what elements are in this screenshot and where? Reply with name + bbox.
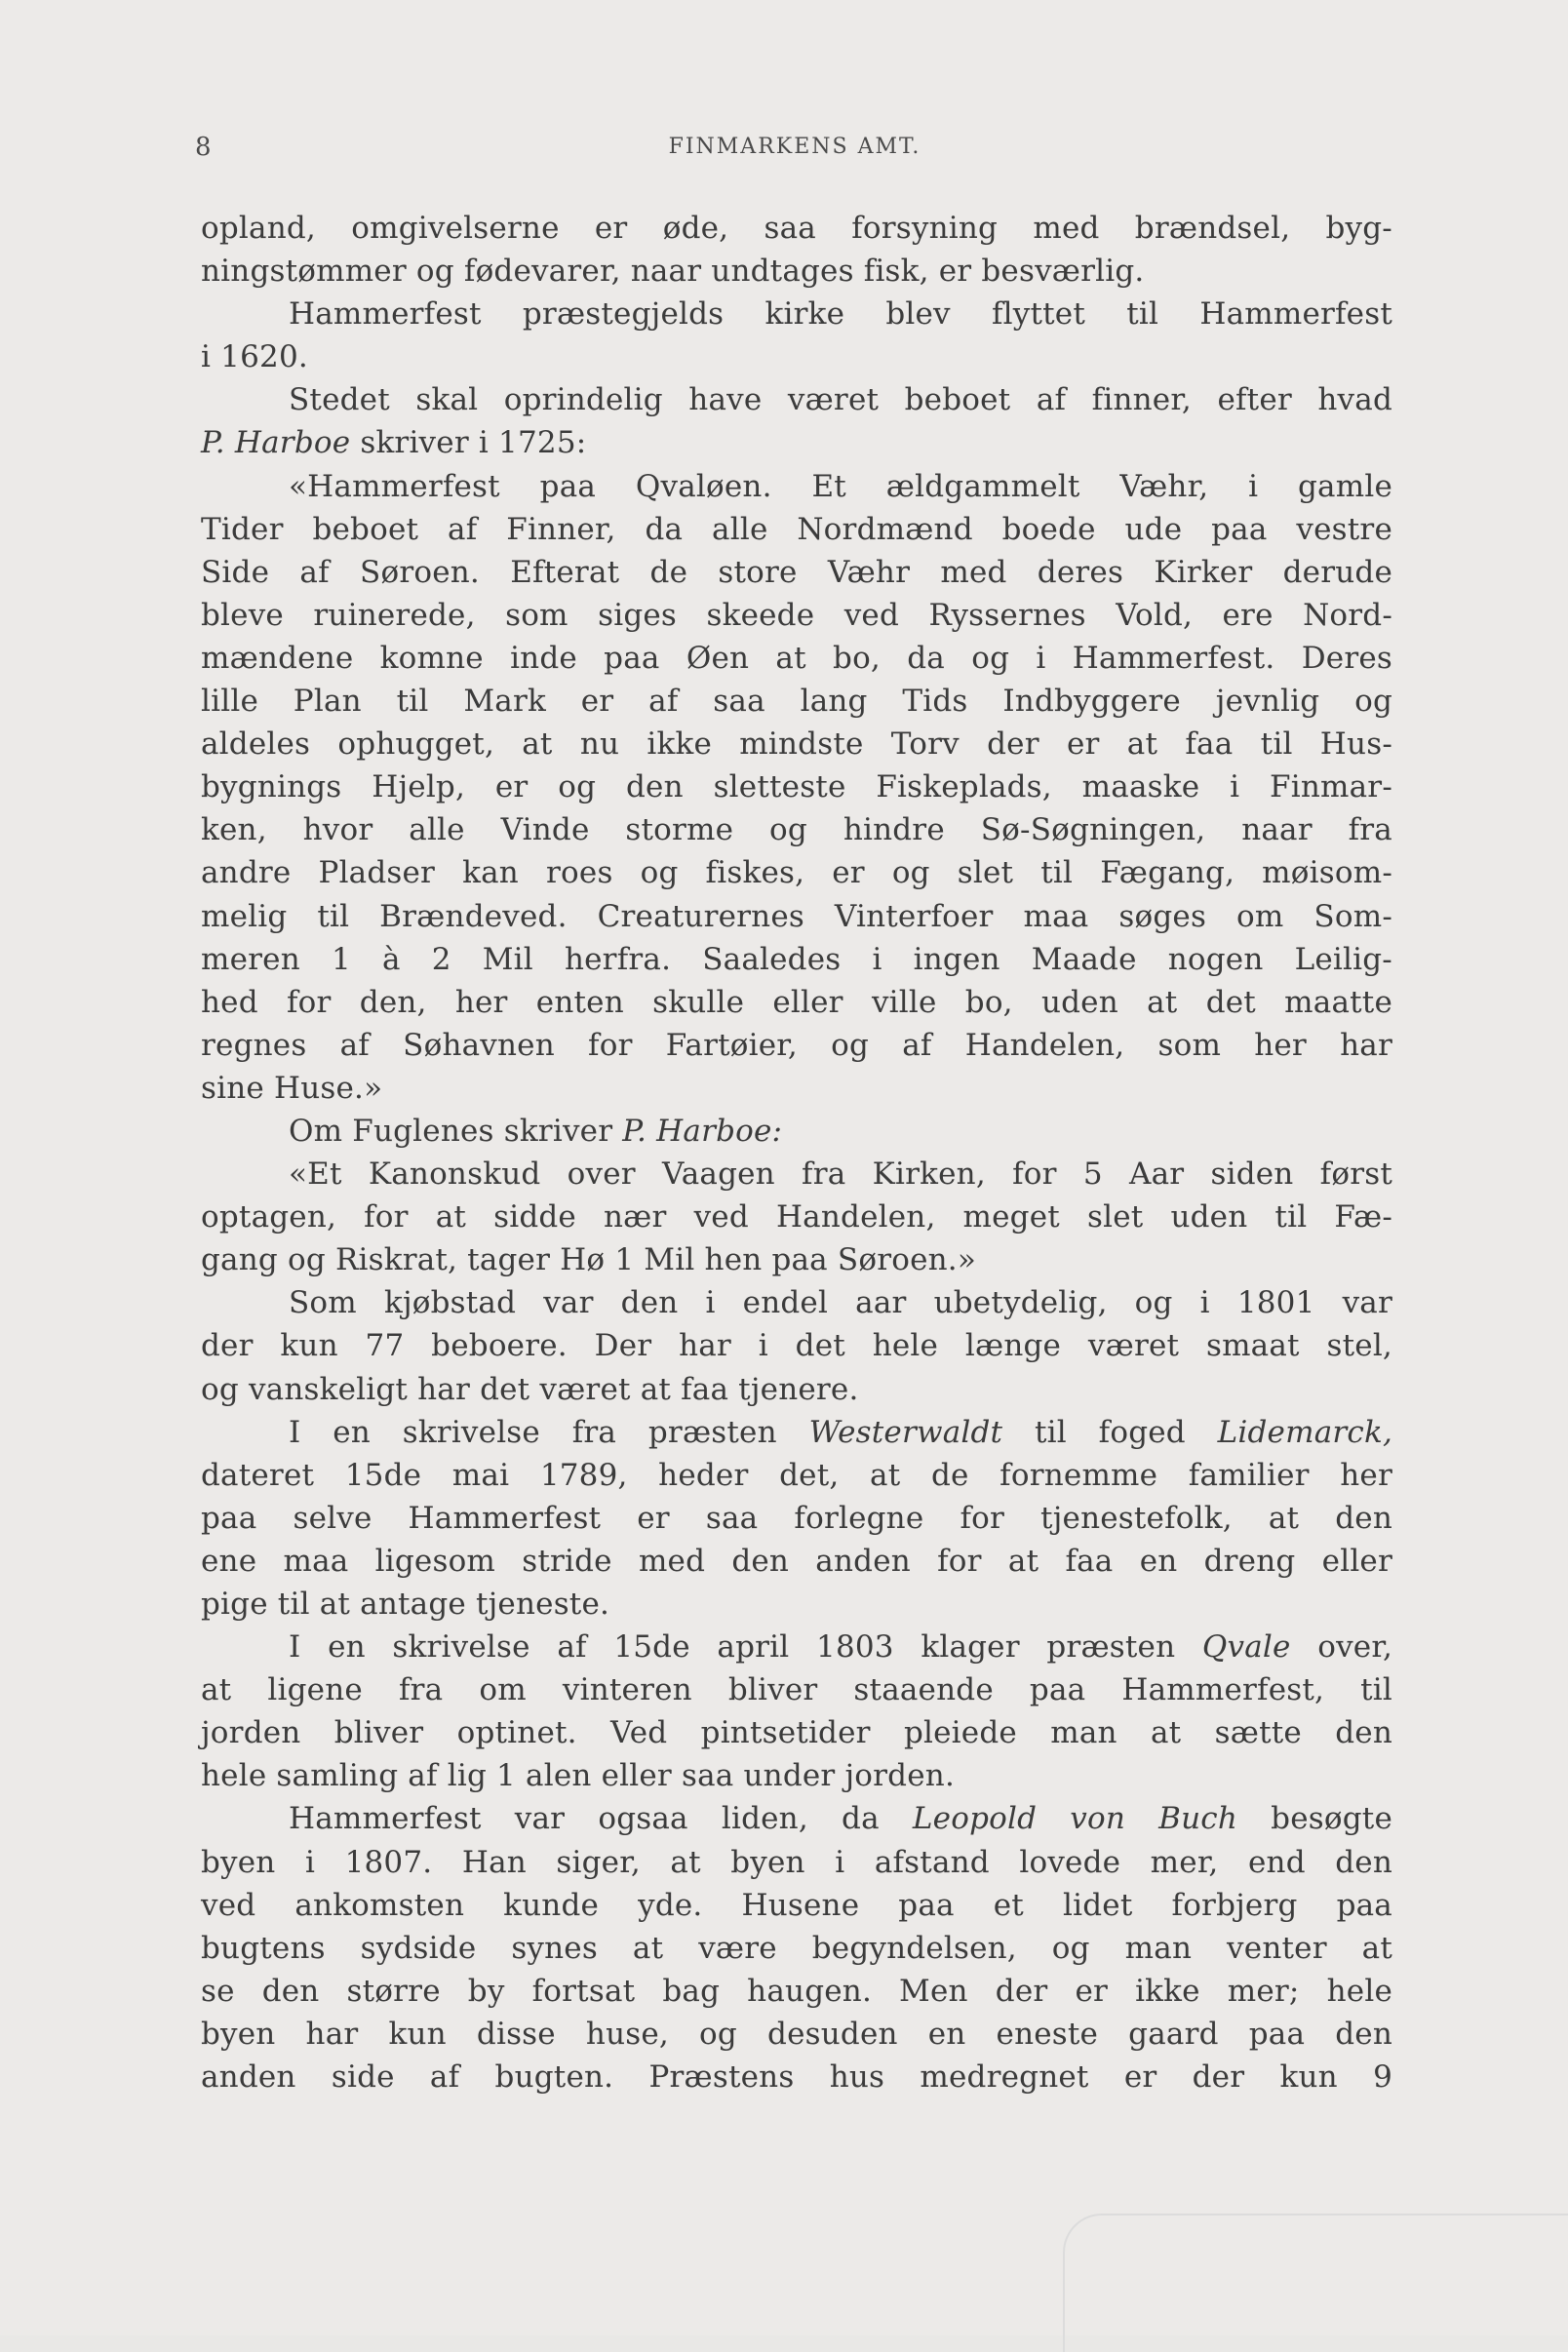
italic-name: P. Harboe xyxy=(201,425,351,461)
italic-name: Leopold von Buch xyxy=(912,1801,1238,1837)
text-line: «Hammerfest paa Qvaløen. Et ældgammelt Væhr, i gamle xyxy=(289,468,1392,504)
text-line: i 1620. xyxy=(201,339,308,375)
text-line: pige til at antage tjeneste. xyxy=(201,1587,610,1622)
text-line: aldeles ophugget, at nu ikke mindste Torv der er at faa til Hus- xyxy=(201,726,1392,763)
body-text xyxy=(201,207,1392,2098)
text-line: opland, omgivelserne er øde, saa forsyning med brændsel, byg- xyxy=(201,211,1392,246)
text-segment: besøgte xyxy=(1237,1801,1392,1837)
text-line: ved ankomsten kunde yde. Husene paa et lidet forbjerg paa xyxy=(201,1887,1392,1923)
text-line: mændene komne inde paa Øen at bo, da og i Hammerfest. Deres xyxy=(201,640,1392,676)
text-line: byen har kun disse huse, og desuden en eneste gaard paa den xyxy=(201,2016,1392,2052)
text-line: hele samling af lig 1 alen eller saa under jorden. xyxy=(201,1758,955,1794)
italic-name: Lidemarck, xyxy=(1217,1414,1392,1450)
text-line: Tider beboet af Finner, da alle Nordmænd boede ude paa vestre xyxy=(201,511,1392,547)
text-line: jorden bliver optinet. Ved pintsetider pleiede man at sætte den xyxy=(201,1715,1392,1751)
text-line: ken, hvor alle Vinde storme og hindre Sø-Søgningen, naar fra xyxy=(201,812,1392,848)
text-line: meren 1 à 2 Mil herfra. Saaledes i ingen Maade nogen Leilig- xyxy=(201,941,1392,977)
text-line: se den større by fortsat bag haugen. Men der er ikke mer; hele xyxy=(201,1973,1392,2009)
text-line: og vanskeligt har det været at faa tjenere. xyxy=(201,1371,859,1407)
text-line: Side af Søroen. Efterat de store Væhr med deres Kirker derude xyxy=(201,554,1392,590)
text-line: byen i 1807. Han siger, at byen i afstand lovede mer, end den xyxy=(201,1844,1392,1880)
text-line: sine Huse.» xyxy=(201,1070,383,1106)
text-line: Som kjøbstad var den i endel aar ubetydelig, og i 1801 var xyxy=(289,1285,1392,1321)
text-line: optagen, for at sidde nær ved Handelen, meget slet uden til Fæ- xyxy=(201,1199,1392,1235)
text-segment: skriver i 1725: xyxy=(350,425,587,461)
text-line: at ligene fra om vinteren bliver staaende paa Hammerfest, til xyxy=(201,1672,1392,1708)
text-segment: Hammerfest var ogsaa liden, da xyxy=(289,1801,913,1837)
text-line: gang og Riskrat, tager Hø 1 Mil hen paa Søroen.» xyxy=(201,1242,977,1278)
text-line: bygnings Hjelp, er og den sletteste Fiskeplads, maaske i Finmar- xyxy=(201,769,1392,805)
running-head: FINMARKENS AMT. xyxy=(668,135,921,159)
text-line: bugtens sydside synes at være begyndelsen, og man venter at xyxy=(201,1930,1392,1966)
text-line: andre Pladser kan roes og fiskes, er og slet til Fægang, møisom- xyxy=(201,855,1392,891)
text-segment: over, xyxy=(1290,1629,1393,1666)
italic-name: P. Harboe: xyxy=(622,1113,783,1149)
text-line: «Et Kanonskud over Vaagen fra Kirken, for 5 Aar siden først xyxy=(289,1156,1392,1193)
page-header xyxy=(195,133,1394,172)
text-line xyxy=(201,1110,1392,1153)
text-segment: I en skrivelse af 15de april 1803 klager præsten xyxy=(289,1629,1202,1666)
page-corner-fold xyxy=(1063,2214,1568,2352)
text-line: ningstømmer og fødevarer, naar undtages fisk, er besværlig. xyxy=(201,254,1145,290)
text-line: lille Plan til Mark er af saa lang Tids Indbyggere jevnlig og xyxy=(201,684,1392,720)
text-segment: Om Fuglenes skriver xyxy=(289,1113,623,1149)
italic-name: Westerwaldt xyxy=(808,1414,1003,1450)
text-line: hed for den, her enten skulle eller ville bo, uden at det maatte xyxy=(201,984,1392,1020)
text-line xyxy=(201,1626,1392,1668)
text-line: der kun 77 beboere. Der har i det hele længe været smaat stel, xyxy=(201,1328,1392,1364)
text-line: dateret 15de mai 1789, heder det, at de fornemme familier her xyxy=(201,1457,1392,1493)
text-line xyxy=(201,1411,1392,1454)
text-segment: til foged xyxy=(1002,1414,1218,1450)
text-line xyxy=(201,421,1392,464)
text-line: Hammerfest præstegjelds kirke blev flyttet til Hammerfest xyxy=(289,296,1392,333)
text-line xyxy=(201,1797,1392,1840)
text-line: Stedet skal oprindelig have været beboet af finner, efter hvad xyxy=(289,382,1392,418)
text-line: melig til Brændeved. Creaturernes Vinterfoer maa søges om Som- xyxy=(201,898,1392,934)
text-segment: I en skrivelse fra præsten xyxy=(289,1414,809,1450)
text-line: anden side af bugten. Præstens hus medregnet er der kun 9 xyxy=(201,2059,1392,2096)
italic-name: Qvale xyxy=(1201,1629,1291,1666)
text-line: ene maa ligesom stride med den anden for at faa en dreng eller xyxy=(201,1543,1392,1579)
text-line: regnes af Søhavnen for Fartøier, og af Handelen, som her har xyxy=(201,1027,1392,1063)
text-line: paa selve Hammerfest er saa forlegne for tjenestefolk, at den xyxy=(201,1500,1392,1536)
page-number: 8 xyxy=(195,133,212,162)
text-line: bleve ruinerede, som siges skeede ved Ryssernes Vold, ere Nord- xyxy=(201,597,1392,633)
